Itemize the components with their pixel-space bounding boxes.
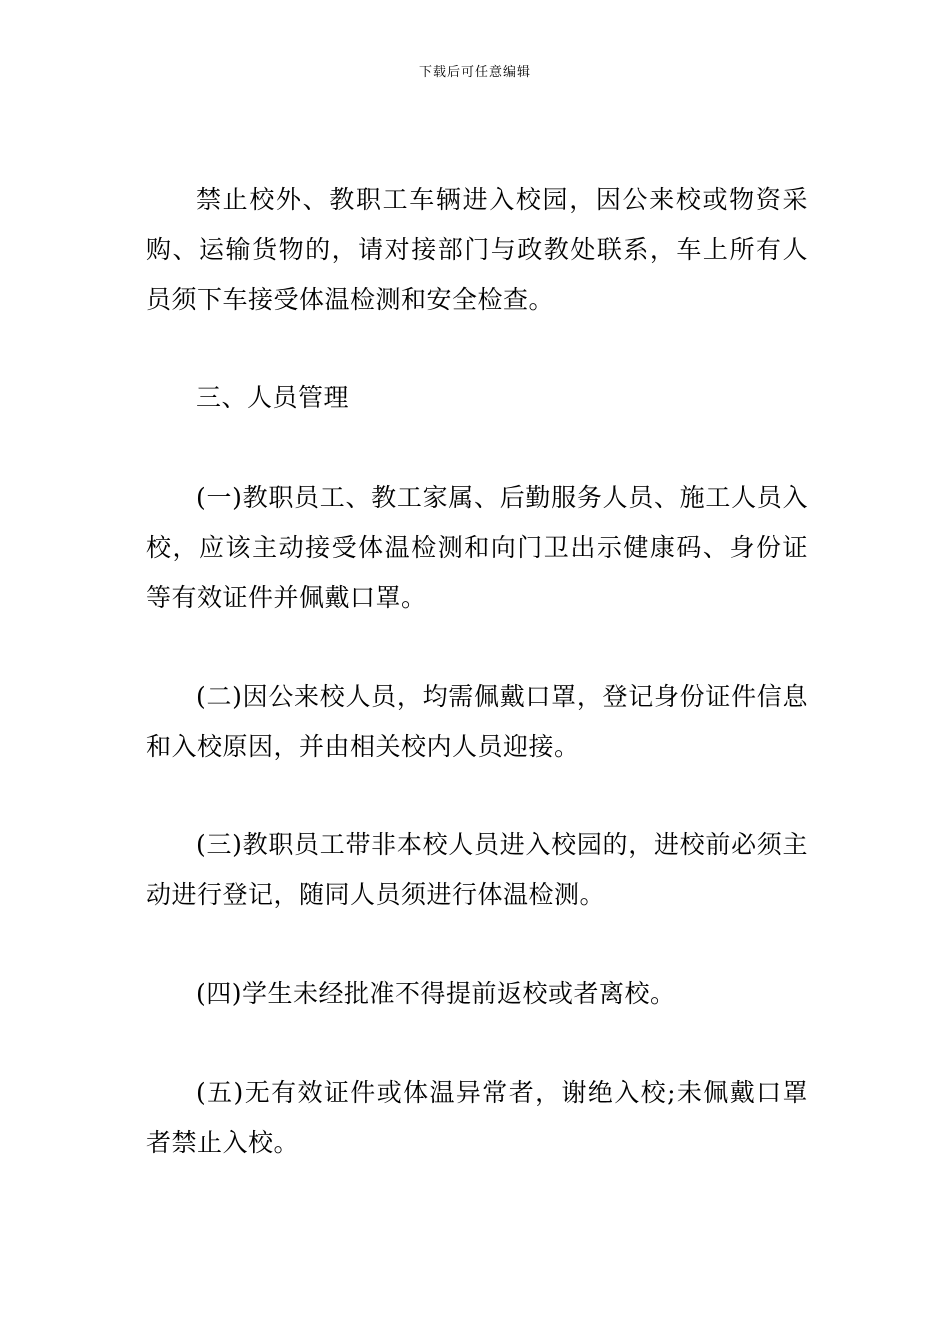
- page-header-note: 下载后可任意编辑: [418, 65, 531, 80]
- paragraph-item-1: (一)教职员工、教工家属、后勤服务人员、施工人员入校，应该主动接受体温检测和向门卫出示健康码、身份证等有效证件并佩戴口罩。: [146, 483, 808, 612]
- paragraph-item-2: (二)因公来校人员，均需佩戴口罩，登记身份证件信息和入校原因，并由相关校内人员迎接。: [146, 682, 808, 761]
- paragraph-item-4: (四)学生未经批准不得提前返校或者离校。: [196, 979, 676, 1008]
- paragraph-item-3: (三)教职员工带非本校人员进入校园的，进校前必须主动进行登记，随同人员须进行体温检测。: [146, 830, 808, 909]
- paragraph-vehicle-rules: 禁止校外、教职工车辆进入校园，因公来校或物资采购、运输货物的，请对接部门与政教处联系，车上所有人员须下车接受体温检测和安全检查。: [146, 185, 808, 314]
- paragraph-item-5: (五)无有效证件或体温异常者，谢绝入校;未佩戴口罩者禁止入校。: [146, 1078, 808, 1157]
- section-heading-personnel: 三、人员管理: [196, 383, 350, 412]
